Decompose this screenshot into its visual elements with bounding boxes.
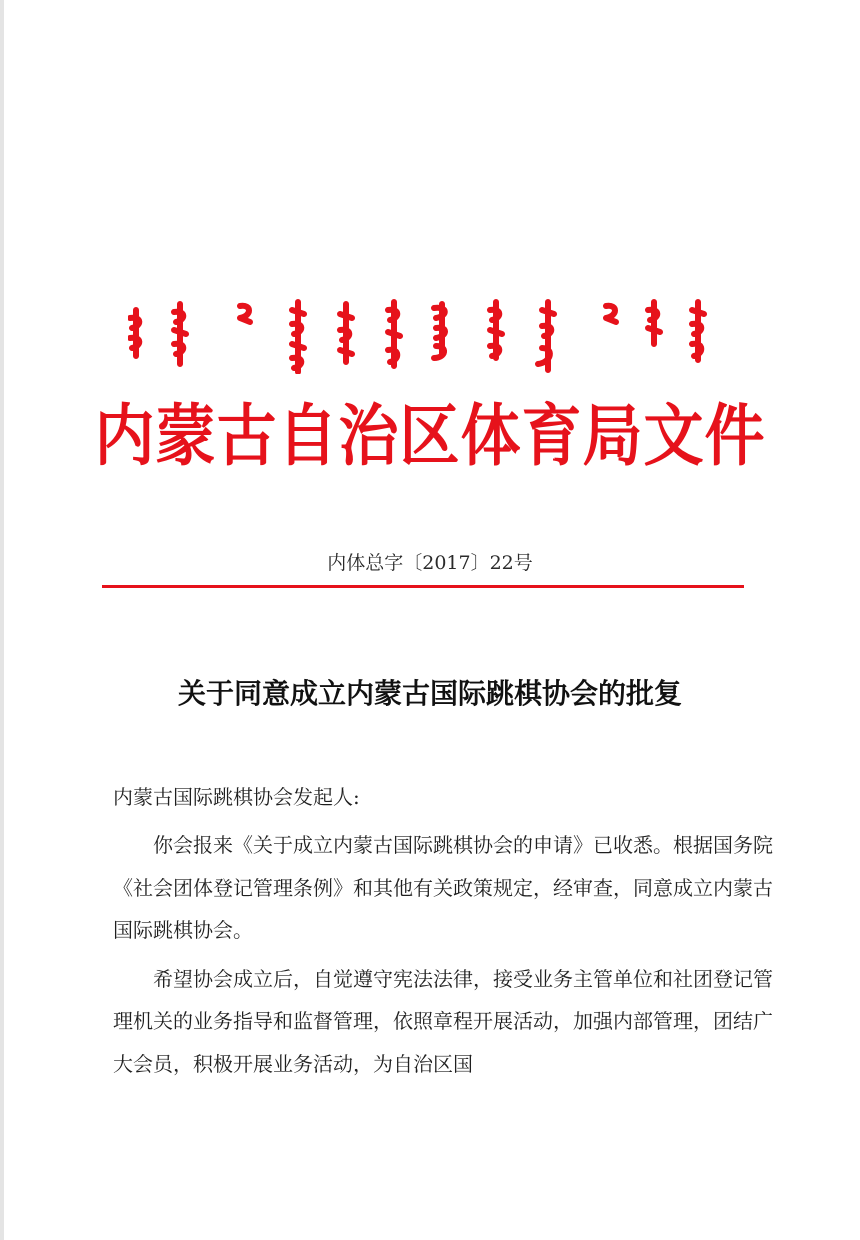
body-paragraph: 你会报来《关于成立内蒙古国际跳棋协会的申请》已收悉。根据国务院《社会团体登记管理条例》和其他有关政策规定，经审查，同意成立内蒙古国际跳棋协会。 <box>113 833 773 942</box>
mongolian-script-graphic <box>128 296 708 374</box>
document-number: 内体总字〔2017〕22号 <box>327 552 533 574</box>
document-subject: 关于同意成立内蒙古国际跳棋协会的批复 <box>177 677 682 710</box>
document-body <box>113 824 773 1091</box>
salutation: 内蒙古国际跳棋协会发起人: <box>113 785 360 809</box>
document-issuer-title: 内蒙古自治区体育局文件 <box>94 397 766 476</box>
mongolian-script-header <box>128 296 708 374</box>
page-edge <box>0 0 4 1240</box>
body-paragraph: 希望协会成立后，自觉遵守宪法法律，接受业务主管单位和社团登记管理机关的业务指导和监督管理，依照章程开展活动，加强内部管理，团结广大会员，积极开展业务活动，为自治区国 <box>113 966 773 1076</box>
red-divider-line <box>102 585 744 588</box>
